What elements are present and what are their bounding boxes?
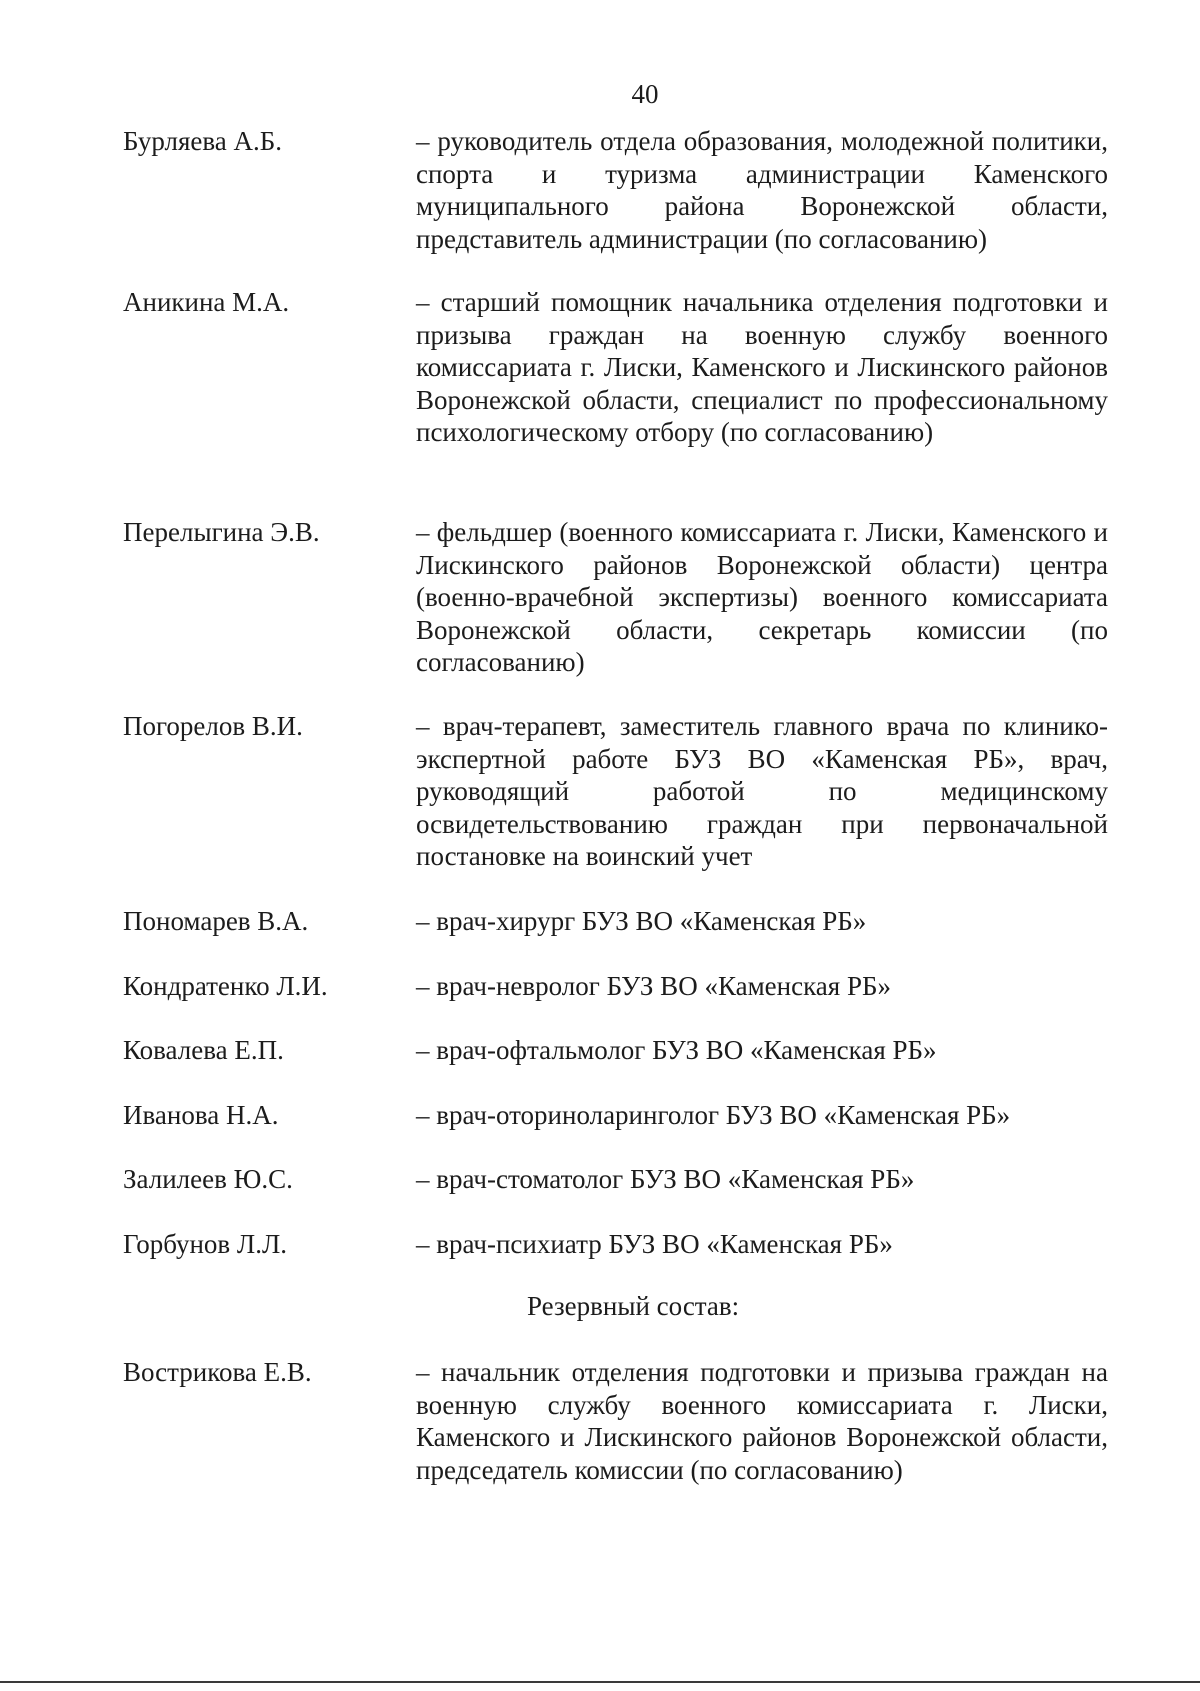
- member-name: Аникина М.А.: [123, 287, 290, 317]
- member-name: Залилеев Ю.С.: [123, 1164, 293, 1194]
- page-number: 40: [631, 79, 659, 109]
- member-description: – старший помощник начальника отделения подготовки и призыва граждан на военную службу военного комиссариата г. Лиски, Каменского и Лискинского районов Воронежской области, специалист по профессиональному психологическому отбору (по согласованию): [416, 287, 1108, 447]
- bottom-divider: [0, 1681, 1200, 1683]
- member-description: – врач-офтальмолог БУЗ ВО «Каменская РБ»: [416, 1035, 937, 1065]
- member-name: Пономарев В.А.: [123, 906, 309, 936]
- member-name: Бурляева А.Б.: [123, 126, 282, 156]
- member-name: Перелыгина Э.В.: [123, 517, 320, 547]
- member-name: Иванова Н.А.: [123, 1100, 279, 1130]
- member-description: – врач-невролог БУЗ ВО «Каменская РБ»: [416, 971, 891, 1001]
- reserve-heading: Резервный состав:: [527, 1291, 740, 1321]
- member-name: Ковалева Е.П.: [123, 1035, 284, 1065]
- member-description: – врач-терапевт, заместитель главного врача по клинико-экспертной работе БУЗ ВО «Каменская РБ», врач, руководящий работой по медицинскому освидетельствованию граждан при первоначальной постановке на воинский учет: [416, 711, 1108, 871]
- member-name: Погорелов В.И.: [123, 711, 303, 741]
- member-description: – начальник отделения подготовки и призыва граждан на военную службу военного комиссариата г. Лиски, Каменского и Лискинского районов Воронежской области, председатель комиссии (по согласованию): [416, 1357, 1108, 1485]
- member-name: Горбунов Л.Л.: [123, 1229, 288, 1259]
- member-description: – врач-оториноларинголог БУЗ ВО «Каменская РБ»: [416, 1100, 1011, 1130]
- member-name: Кондратенко Л.И.: [123, 971, 328, 1001]
- member-description: – врач-психиатр БУЗ ВО «Каменская РБ»: [416, 1229, 893, 1259]
- member-description: – фельдшер (военного комиссариата г. Лиски, Каменского и Лискинского районов Воронежской области) центра (военно-врачебной экспертизы) военного комиссариата Воронежской области, секретарь комиссии (по согласованию): [416, 517, 1108, 677]
- member-name: Вострикова Е.В.: [123, 1357, 312, 1387]
- member-description: – руководитель отдела образования, молодежной политики, спорта и туризма администрации Каменского муниципального района Воронежской области, представитель администрации (по согласованию): [416, 126, 1108, 254]
- member-description: – врач-стоматолог БУЗ ВО «Каменская РБ»: [416, 1164, 915, 1194]
- member-description: – врач-хирург БУЗ ВО «Каменская РБ»: [416, 906, 867, 936]
